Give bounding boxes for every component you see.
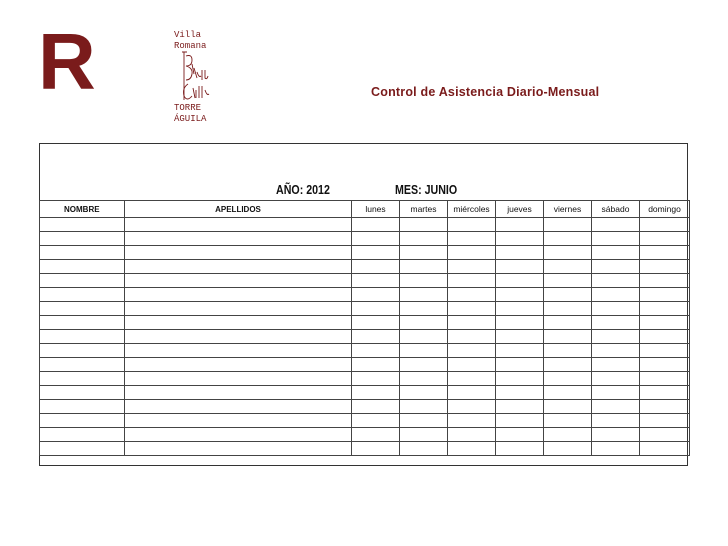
viernes-cell[interactable] <box>544 260 592 274</box>
apellidos-cell[interactable] <box>125 428 352 442</box>
sabado-cell[interactable] <box>592 316 640 330</box>
table-row <box>40 246 690 260</box>
nombre-cell[interactable] <box>40 414 125 428</box>
martes-cell[interactable] <box>400 372 448 386</box>
nombre-cell[interactable] <box>40 218 125 232</box>
apellidos-cell[interactable] <box>125 274 352 288</box>
sabado-cell[interactable] <box>592 428 640 442</box>
apellidos-cell[interactable] <box>125 288 352 302</box>
lunes-cell[interactable] <box>352 274 400 288</box>
miercoles-cell[interactable] <box>448 232 496 246</box>
viernes-cell[interactable] <box>544 428 592 442</box>
sabado-cell[interactable] <box>592 302 640 316</box>
martes-cell[interactable] <box>400 330 448 344</box>
nombre-cell[interactable] <box>40 232 125 246</box>
table-row <box>40 442 690 456</box>
table-row <box>40 218 690 232</box>
apellidos-cell[interactable] <box>125 414 352 428</box>
apellidos-cell[interactable] <box>125 358 352 372</box>
miercoles-cell[interactable] <box>448 260 496 274</box>
viernes-cell[interactable] <box>544 302 592 316</box>
table-row <box>40 386 690 400</box>
jueves-cell[interactable] <box>496 372 544 386</box>
nombre-cell[interactable] <box>40 288 125 302</box>
jueves-cell[interactable] <box>496 302 544 316</box>
attendance-table-body <box>40 218 690 456</box>
martes-cell[interactable] <box>400 414 448 428</box>
viernes-cell[interactable] <box>544 414 592 428</box>
domingo-cell[interactable] <box>640 372 690 386</box>
nombre-cell[interactable] <box>40 372 125 386</box>
miercoles-cell[interactable] <box>448 400 496 414</box>
apellidos-cell[interactable] <box>125 218 352 232</box>
apellidos-cell[interactable] <box>125 316 352 330</box>
lunes-cell[interactable] <box>352 246 400 260</box>
martes-cell[interactable] <box>400 260 448 274</box>
logo-letter-r: R <box>38 17 96 106</box>
viernes-cell[interactable] <box>544 330 592 344</box>
jueves-cell[interactable] <box>496 246 544 260</box>
martes-cell[interactable] <box>400 386 448 400</box>
jueves-cell[interactable] <box>496 316 544 330</box>
logo-text-villa: Villa <box>174 30 202 40</box>
miercoles-cell[interactable] <box>448 414 496 428</box>
apellidos-cell[interactable] <box>125 442 352 456</box>
miercoles-cell[interactable] <box>448 372 496 386</box>
martes-cell[interactable] <box>400 358 448 372</box>
miercoles-cell[interactable] <box>448 428 496 442</box>
table-row <box>40 288 690 302</box>
lunes-cell[interactable] <box>352 302 400 316</box>
sabado-cell[interactable] <box>592 358 640 372</box>
jueves-cell[interactable] <box>496 428 544 442</box>
domingo-cell[interactable] <box>640 344 690 358</box>
logo-text-torre: TORRE <box>174 103 202 113</box>
domingo-cell[interactable] <box>640 274 690 288</box>
domingo-cell[interactable] <box>640 316 690 330</box>
table-row <box>40 400 690 414</box>
table-header-row <box>40 201 690 218</box>
martes-cell[interactable] <box>400 302 448 316</box>
column-header-domingo: domingo <box>640 201 690 218</box>
domingo-cell[interactable] <box>640 358 690 372</box>
sabado-cell[interactable] <box>592 246 640 260</box>
viernes-cell[interactable] <box>544 372 592 386</box>
domingo-cell[interactable] <box>640 232 690 246</box>
miercoles-cell[interactable] <box>448 316 496 330</box>
lunes-cell[interactable] <box>352 260 400 274</box>
lunes-cell[interactable] <box>352 400 400 414</box>
lunes-cell[interactable] <box>352 344 400 358</box>
martes-cell[interactable] <box>400 288 448 302</box>
lunes-cell[interactable] <box>352 372 400 386</box>
miercoles-cell[interactable] <box>448 218 496 232</box>
jueves-cell[interactable] <box>496 358 544 372</box>
domingo-cell[interactable] <box>640 260 690 274</box>
logo-text-aguila: ÁGUILA <box>174 114 207 124</box>
lunes-cell[interactable] <box>352 218 400 232</box>
column-header-jueves: jueves <box>496 201 544 218</box>
domingo-cell[interactable] <box>640 246 690 260</box>
domingo-cell[interactable] <box>640 428 690 442</box>
domingo-cell[interactable] <box>640 442 690 456</box>
lunes-cell[interactable] <box>352 442 400 456</box>
table-row <box>40 344 690 358</box>
apellidos-cell[interactable] <box>125 232 352 246</box>
nombre-cell[interactable] <box>40 442 125 456</box>
column-header-miercoles: miércoles <box>448 201 496 218</box>
jueves-cell[interactable] <box>496 442 544 456</box>
nombre-cell[interactable] <box>40 344 125 358</box>
apellidos-cell[interactable] <box>125 302 352 316</box>
viernes-cell[interactable] <box>544 386 592 400</box>
column-header-lunes: lunes <box>352 201 400 218</box>
sabado-cell[interactable] <box>592 330 640 344</box>
nombre-cell[interactable] <box>40 330 125 344</box>
jueves-cell[interactable] <box>496 260 544 274</box>
lunes-cell[interactable] <box>352 358 400 372</box>
nombre-cell[interactable] <box>40 302 125 316</box>
table-row <box>40 232 690 246</box>
domingo-cell[interactable] <box>640 400 690 414</box>
viernes-cell[interactable] <box>544 344 592 358</box>
jueves-cell[interactable] <box>496 232 544 246</box>
table-row <box>40 260 690 274</box>
lunes-cell[interactable] <box>352 386 400 400</box>
lunes-cell[interactable] <box>352 232 400 246</box>
apellidos-cell[interactable] <box>125 344 352 358</box>
column-header-nombre: NOMBRE <box>40 201 125 218</box>
sabado-cell[interactable] <box>592 414 640 428</box>
table-row <box>40 358 690 372</box>
apellidos-cell[interactable] <box>125 260 352 274</box>
miercoles-cell[interactable] <box>448 358 496 372</box>
domingo-cell[interactable] <box>640 302 690 316</box>
sabado-cell[interactable] <box>592 344 640 358</box>
apellidos-cell[interactable] <box>125 386 352 400</box>
viernes-cell[interactable] <box>544 274 592 288</box>
domingo-cell[interactable] <box>640 288 690 302</box>
domingo-cell[interactable] <box>640 330 690 344</box>
table-row <box>40 302 690 316</box>
viernes-cell[interactable] <box>544 358 592 372</box>
nombre-cell[interactable] <box>40 358 125 372</box>
miercoles-cell[interactable] <box>448 386 496 400</box>
martes-cell[interactable] <box>400 218 448 232</box>
viernes-cell[interactable] <box>544 246 592 260</box>
nombre-cell[interactable] <box>40 260 125 274</box>
sabado-cell[interactable] <box>592 372 640 386</box>
jueves-cell[interactable] <box>496 288 544 302</box>
sabado-cell[interactable] <box>592 288 640 302</box>
sabado-cell[interactable] <box>592 260 640 274</box>
lunes-cell[interactable] <box>352 288 400 302</box>
sabado-cell[interactable] <box>592 274 640 288</box>
column-header-martes: martes <box>400 201 448 218</box>
column-header-apellidos: APELLIDOS <box>125 201 352 218</box>
logo-text-romana: Romana <box>174 41 207 51</box>
martes-cell[interactable] <box>400 428 448 442</box>
nombre-cell[interactable] <box>40 386 125 400</box>
viernes-cell[interactable] <box>544 316 592 330</box>
attendance-table <box>39 200 690 456</box>
apellidos-cell[interactable] <box>125 330 352 344</box>
nombre-cell[interactable] <box>40 428 125 442</box>
miercoles-cell[interactable] <box>448 274 496 288</box>
column-header-viernes: viernes <box>544 201 592 218</box>
miercoles-cell[interactable] <box>448 330 496 344</box>
viernes-cell[interactable] <box>544 288 592 302</box>
villa-emblem-icon <box>178 50 212 102</box>
lunes-cell[interactable] <box>352 428 400 442</box>
domingo-cell[interactable] <box>640 218 690 232</box>
table-row <box>40 330 690 344</box>
apellidos-cell[interactable] <box>125 400 352 414</box>
viernes-cell[interactable] <box>544 232 592 246</box>
table-row <box>40 316 690 330</box>
nombre-cell[interactable] <box>40 400 125 414</box>
jueves-cell[interactable] <box>496 386 544 400</box>
table-row <box>40 372 690 386</box>
month-label: MES: JUNIO <box>395 182 458 197</box>
jueves-cell[interactable] <box>496 344 544 358</box>
jueves-cell[interactable] <box>496 400 544 414</box>
lunes-cell[interactable] <box>352 330 400 344</box>
martes-cell[interactable] <box>400 246 448 260</box>
sabado-cell[interactable] <box>592 386 640 400</box>
sabado-cell[interactable] <box>592 218 640 232</box>
nombre-cell[interactable] <box>40 274 125 288</box>
miercoles-cell[interactable] <box>448 302 496 316</box>
apellidos-cell[interactable] <box>125 246 352 260</box>
sabado-cell[interactable] <box>592 400 640 414</box>
nombre-cell[interactable] <box>40 246 125 260</box>
martes-cell[interactable] <box>400 400 448 414</box>
viernes-cell[interactable] <box>544 442 592 456</box>
apellidos-cell[interactable] <box>125 372 352 386</box>
lunes-cell[interactable] <box>352 316 400 330</box>
viernes-cell[interactable] <box>544 218 592 232</box>
miercoles-cell[interactable] <box>448 344 496 358</box>
jueves-cell[interactable] <box>496 414 544 428</box>
jueves-cell[interactable] <box>496 330 544 344</box>
jueves-cell[interactable] <box>496 274 544 288</box>
martes-cell[interactable] <box>400 274 448 288</box>
jueves-cell[interactable] <box>496 218 544 232</box>
nombre-cell[interactable] <box>40 316 125 330</box>
year-label: AÑO: 2012 <box>276 182 330 197</box>
column-header-sabado: sábado <box>592 201 640 218</box>
lunes-cell[interactable] <box>352 414 400 428</box>
sabado-cell[interactable] <box>592 232 640 246</box>
miercoles-cell[interactable] <box>448 288 496 302</box>
table-row <box>40 274 690 288</box>
viernes-cell[interactable] <box>544 400 592 414</box>
martes-cell[interactable] <box>400 316 448 330</box>
domingo-cell[interactable] <box>640 386 690 400</box>
miercoles-cell[interactable] <box>448 442 496 456</box>
martes-cell[interactable] <box>400 232 448 246</box>
table-row <box>40 428 690 442</box>
martes-cell[interactable] <box>400 442 448 456</box>
sabado-cell[interactable] <box>592 442 640 456</box>
document-title: Control de Asistencia Diario-Mensual <box>371 85 600 99</box>
table-row <box>40 414 690 428</box>
miercoles-cell[interactable] <box>448 246 496 260</box>
martes-cell[interactable] <box>400 344 448 358</box>
domingo-cell[interactable] <box>640 414 690 428</box>
